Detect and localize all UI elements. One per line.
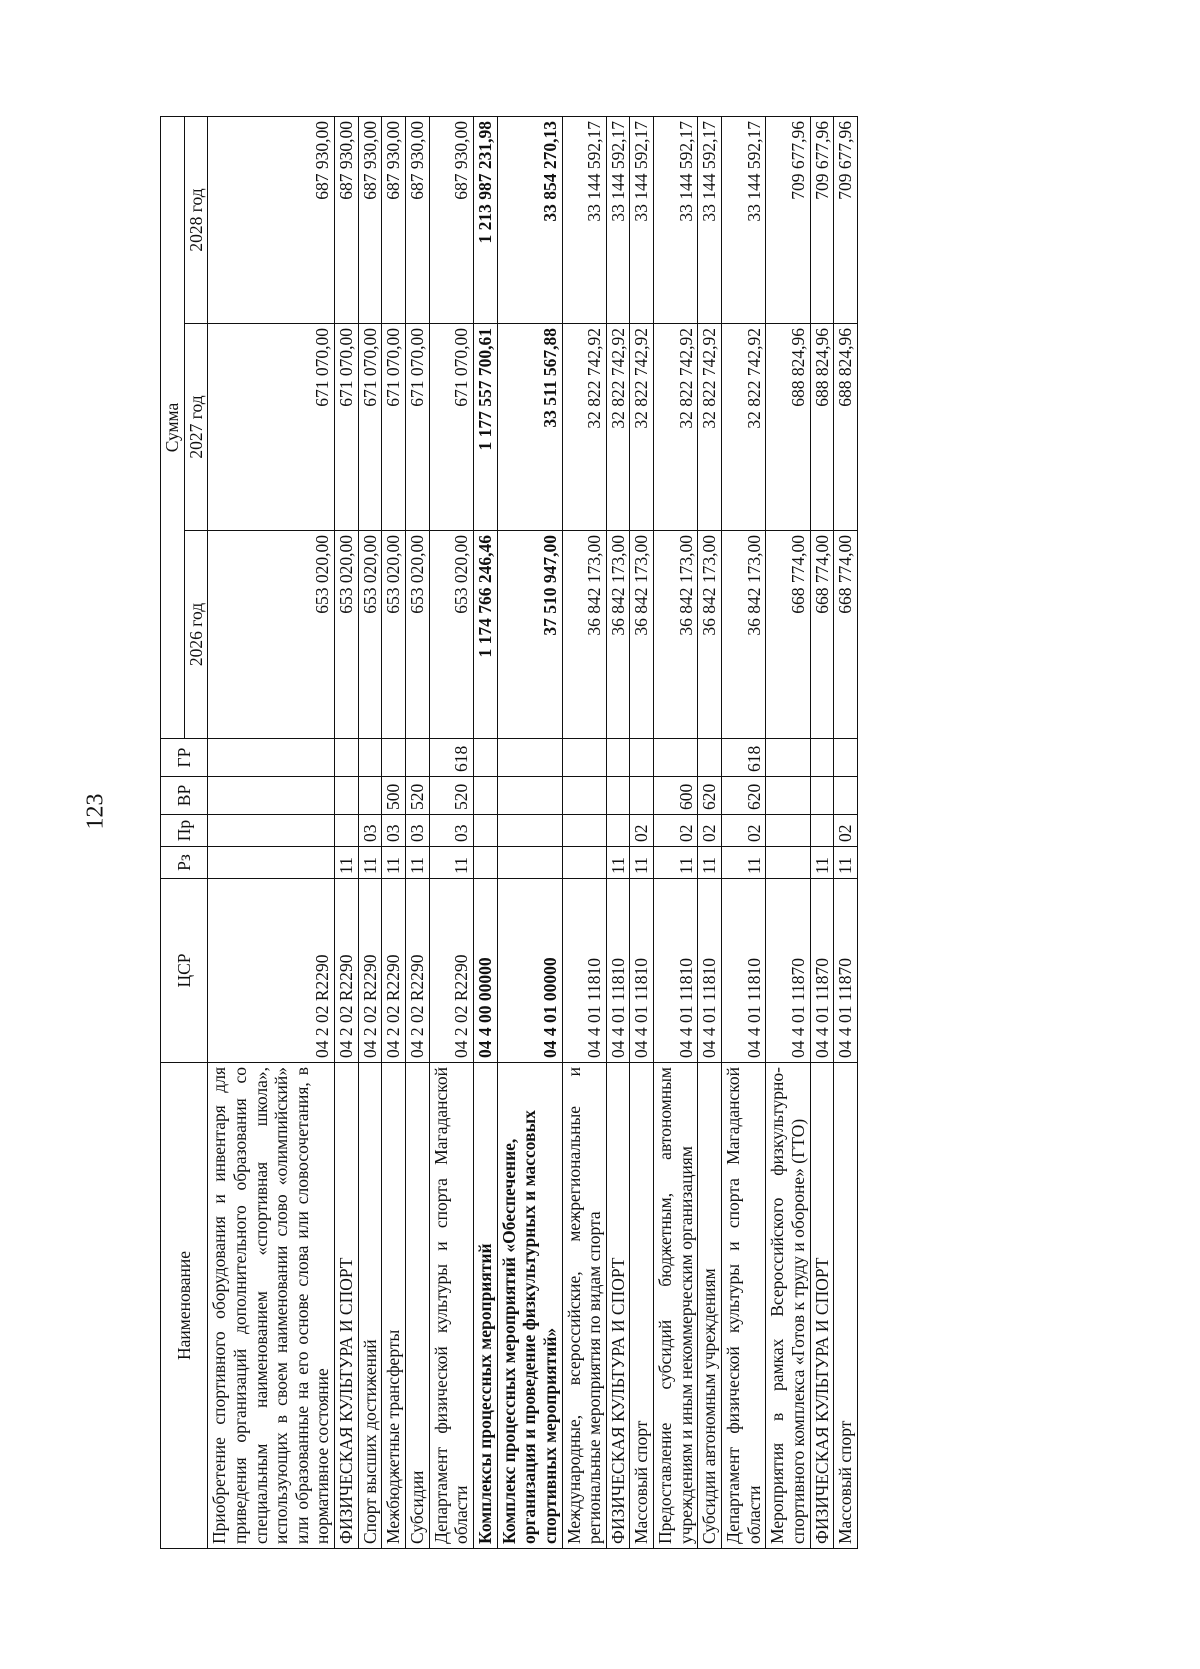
cell-sum-2028: 33 854 270,13: [497, 116, 562, 323]
table-row: [335, 116, 359, 1548]
cell-rz: 11: [358, 847, 382, 879]
cell-rz: 11: [606, 847, 630, 879]
cell-sum-2028: 1 213 987 231,98: [473, 116, 497, 323]
table-row: [810, 116, 834, 1548]
cell-gr: [630, 739, 654, 777]
table-row: [429, 116, 473, 1548]
cell-vr: [358, 777, 382, 815]
cell-rz: 11: [335, 847, 359, 879]
cell-sum-2028: 687 930,00: [429, 116, 473, 323]
cell-sum-2027: 33 511 567,88: [497, 324, 562, 531]
header-rz: Рз: [161, 847, 208, 879]
cell-gr: [834, 739, 858, 777]
cell-csr: 04 4 00 00000: [473, 879, 497, 1063]
cell-vr: 500: [382, 777, 406, 815]
cell-pr: [766, 815, 810, 847]
cell-rz: [497, 847, 562, 879]
cell-name: ФИЗИЧЕСКАЯ КУЛЬТУРА И СПОРТ: [606, 1063, 630, 1549]
cell-rz: [562, 847, 606, 879]
cell-sum-2027: 32 822 742,92: [722, 324, 766, 531]
cell-rz: 11: [382, 847, 406, 879]
cell-vr: [562, 777, 606, 815]
cell-pr: 02: [834, 815, 858, 847]
cell-pr: 03: [429, 815, 473, 847]
cell-pr: 02: [630, 815, 654, 847]
cell-sum-2027: 688 824,96: [810, 324, 834, 531]
cell-rz: [208, 847, 335, 879]
cell-vr: [606, 777, 630, 815]
cell-vr: 620: [722, 777, 766, 815]
cell-pr: [208, 815, 335, 847]
table-row: [208, 116, 335, 1548]
cell-csr: 04 4 01 11810: [654, 879, 698, 1063]
cell-rz: 11: [698, 847, 722, 879]
table-row: [766, 116, 810, 1548]
cell-rz: [766, 847, 810, 879]
table-row: [606, 116, 630, 1548]
page-number: 123: [82, 793, 109, 830]
cell-csr: 04 4 01 11810: [698, 879, 722, 1063]
cell-sum-2026: 653 020,00: [382, 531, 406, 739]
cell-vr: [630, 777, 654, 815]
cell-gr: [698, 739, 722, 777]
cell-rz: 11: [429, 847, 473, 879]
cell-name: Приобретение спортивного оборудования и инвентаря для приведения организаций дополнительного образования со специальным наименованием «спортивная школа», использующих в своем наименовании слово «олимпийский» или образованные на его основе слова или словосочетания, в нормативное состояние: [208, 1063, 335, 1549]
cell-gr: [497, 739, 562, 777]
cell-name: Мероприятия в рамках Всероссийского физкультурно-спортивного комплекса «Готов к труду и обороне» (ГТО): [766, 1063, 810, 1549]
cell-rz: 11: [722, 847, 766, 879]
cell-csr: 04 4 01 11810: [606, 879, 630, 1063]
cell-pr: [606, 815, 630, 847]
header-year-2028: 2028 год: [184, 116, 208, 323]
cell-pr: 03: [358, 815, 382, 847]
cell-vr: 520: [429, 777, 473, 815]
table-row: [562, 116, 606, 1548]
cell-csr: 04 4 01 11870: [834, 879, 858, 1063]
cell-sum-2026: 653 020,00: [335, 531, 359, 739]
cell-pr: 02: [698, 815, 722, 847]
cell-gr: [606, 739, 630, 777]
cell-sum-2027: 1 177 557 700,61: [473, 324, 497, 531]
cell-gr: [208, 739, 335, 777]
cell-sum-2028: 709 677,96: [834, 116, 858, 323]
cell-sum-2027: 32 822 742,92: [630, 324, 654, 531]
cell-gr: [654, 739, 698, 777]
cell-vr: [834, 777, 858, 815]
cell-sum-2026: 36 842 173,00: [606, 531, 630, 739]
cell-pr: [562, 815, 606, 847]
cell-sum-2028: 687 930,00: [208, 116, 335, 323]
cell-vr: [473, 777, 497, 815]
header-name: Наименование: [161, 1063, 208, 1549]
cell-sum-2028: 33 144 592,17: [630, 116, 654, 323]
cell-pr: [810, 815, 834, 847]
cell-sum-2028: 687 930,00: [358, 116, 382, 323]
cell-csr: 04 2 02 R2290: [429, 879, 473, 1063]
cell-sum-2027: 32 822 742,92: [562, 324, 606, 531]
cell-gr: [473, 739, 497, 777]
cell-gr: [810, 739, 834, 777]
cell-sum-2028: 709 677,96: [766, 116, 810, 323]
cell-sum-2027: 32 822 742,92: [654, 324, 698, 531]
cell-gr: [406, 739, 430, 777]
table-body: [208, 116, 858, 1548]
cell-name: Комплекс процессных мероприятий «Обеспечение, организация и проведение физкультурных и массовых спортивных мероприятий»: [497, 1063, 562, 1549]
cell-gr: [766, 739, 810, 777]
cell-name: Международные, всероссийские, межрегиональные и региональные мероприятия по видам спорта: [562, 1063, 606, 1549]
cell-gr: [562, 739, 606, 777]
cell-sum-2026: 668 774,00: [810, 531, 834, 739]
cell-sum-2028: 687 930,00: [382, 116, 406, 323]
cell-sum-2028: 687 930,00: [406, 116, 430, 323]
cell-vr: [335, 777, 359, 815]
cell-name: Департамент физической культуры и спорта Магаданской области: [722, 1063, 766, 1549]
cell-sum-2027: 32 822 742,92: [698, 324, 722, 531]
header-vr: ВР: [161, 777, 208, 815]
cell-pr: 02: [654, 815, 698, 847]
cell-csr: 04 4 01 11870: [810, 879, 834, 1063]
cell-csr: 04 4 01 11870: [766, 879, 810, 1063]
cell-vr: 520: [406, 777, 430, 815]
cell-gr: [358, 739, 382, 777]
cell-sum-2028: 709 677,96: [810, 116, 834, 323]
cell-sum-2028: 33 144 592,17: [562, 116, 606, 323]
cell-sum-2028: 33 144 592,17: [722, 116, 766, 323]
table-row: [722, 116, 766, 1548]
cell-sum-2028: 687 930,00: [335, 116, 359, 323]
cell-name: Предоставление субсидий бюджетным, автономным учреждениям и иным некоммерческим организациям: [654, 1063, 698, 1549]
cell-sum-2027: 671 070,00: [382, 324, 406, 531]
cell-name: Массовый спорт: [834, 1063, 858, 1549]
cell-sum-2026: 653 020,00: [406, 531, 430, 739]
cell-csr: 04 4 01 11810: [562, 879, 606, 1063]
cell-sum-2027: 671 070,00: [429, 324, 473, 531]
header-gr: ГР: [161, 739, 208, 777]
cell-csr: 04 2 02 R2290: [335, 879, 359, 1063]
table-row: [382, 116, 406, 1548]
cell-sum-2026: 668 774,00: [834, 531, 858, 739]
cell-sum-2028: 33 144 592,17: [606, 116, 630, 323]
cell-sum-2026: 36 842 173,00: [654, 531, 698, 739]
table-row: [358, 116, 382, 1548]
cell-name: Комплексы процессных мероприятий: [473, 1063, 497, 1549]
cell-gr: 618: [722, 739, 766, 777]
cell-pr: [335, 815, 359, 847]
header-year-2026: 2026 год: [184, 531, 208, 739]
table-row: [654, 116, 698, 1548]
table-row: [473, 116, 497, 1548]
table-row: [834, 116, 858, 1548]
table-row: [630, 116, 654, 1548]
cell-name: Межбюджетные трансферты: [382, 1063, 406, 1549]
cell-sum-2028: 33 144 592,17: [654, 116, 698, 323]
cell-sum-2027: 671 070,00: [406, 324, 430, 531]
cell-csr: 04 4 01 11810: [630, 879, 654, 1063]
cell-sum-2026: 36 842 173,00: [722, 531, 766, 739]
cell-sum-2026: 1 174 766 246,46: [473, 531, 497, 739]
cell-name: Спорт высших достижений: [358, 1063, 382, 1549]
table-row: [698, 116, 722, 1548]
cell-sum-2026: 36 842 173,00: [562, 531, 606, 739]
cell-pr: [473, 815, 497, 847]
cell-pr: [497, 815, 562, 847]
cell-name: ФИЗИЧЕСКАЯ КУЛЬТУРА И СПОРТ: [810, 1063, 834, 1549]
cell-csr: 04 2 02 R2290: [358, 879, 382, 1063]
cell-sum-2027: 32 822 742,92: [606, 324, 630, 531]
cell-sum-2026: 36 842 173,00: [698, 531, 722, 739]
cell-gr: [335, 739, 359, 777]
cell-sum-2027: 688 824,96: [766, 324, 810, 531]
cell-sum-2026: 653 020,00: [358, 531, 382, 739]
header-csr: ЦСР: [161, 879, 208, 1063]
cell-rz: 11: [406, 847, 430, 879]
cell-pr: 03: [382, 815, 406, 847]
cell-pr: 03: [406, 815, 430, 847]
cell-name: Департамент физической культуры и спорта Магаданской области: [429, 1063, 473, 1549]
cell-csr: 04 2 02 R2290: [208, 879, 335, 1063]
cell-vr: 620: [698, 777, 722, 815]
cell-sum-2026: 37 510 947,00: [497, 531, 562, 739]
cell-name: Массовый спорт: [630, 1063, 654, 1549]
rotated-table-container: [160, 117, 1064, 1549]
cell-pr: 02: [722, 815, 766, 847]
cell-vr: [766, 777, 810, 815]
cell-rz: 11: [630, 847, 654, 879]
cell-name: Субсидии: [406, 1063, 430, 1549]
cell-csr: 04 4 01 00000: [497, 879, 562, 1063]
cell-rz: 11: [810, 847, 834, 879]
cell-csr: 04 4 01 11810: [722, 879, 766, 1063]
table-row: [406, 116, 430, 1548]
header-pr: Пр: [161, 815, 208, 847]
cell-sum-2026: 653 020,00: [429, 531, 473, 739]
cell-gr: 618: [429, 739, 473, 777]
cell-name: ФИЗИЧЕСКАЯ КУЛЬТУРА И СПОРТ: [335, 1063, 359, 1549]
cell-vr: [810, 777, 834, 815]
header-year-2027: 2027 год: [184, 324, 208, 531]
budget-table: [160, 116, 858, 1549]
cell-name: Субсидии автономным учреждениям: [698, 1063, 722, 1549]
cell-vr: [497, 777, 562, 815]
table-header-row: [161, 116, 185, 1548]
cell-sum-2027: 671 070,00: [358, 324, 382, 531]
header-sum: Сумма: [161, 116, 185, 738]
cell-sum-2028: 33 144 592,17: [698, 116, 722, 323]
cell-sum-2026: 668 774,00: [766, 531, 810, 739]
cell-vr: [208, 777, 335, 815]
cell-rz: [473, 847, 497, 879]
cell-sum-2027: 671 070,00: [208, 324, 335, 531]
cell-csr: 04 2 02 R2290: [406, 879, 430, 1063]
cell-sum-2026: 653 020,00: [208, 531, 335, 739]
cell-csr: 04 2 02 R2290: [382, 879, 406, 1063]
cell-sum-2027: 688 824,96: [834, 324, 858, 531]
cell-rz: 11: [654, 847, 698, 879]
cell-sum-2026: 36 842 173,00: [630, 531, 654, 739]
table-row: [497, 116, 562, 1548]
cell-sum-2027: 671 070,00: [335, 324, 359, 531]
cell-gr: [382, 739, 406, 777]
cell-rz: 11: [834, 847, 858, 879]
cell-vr: 600: [654, 777, 698, 815]
